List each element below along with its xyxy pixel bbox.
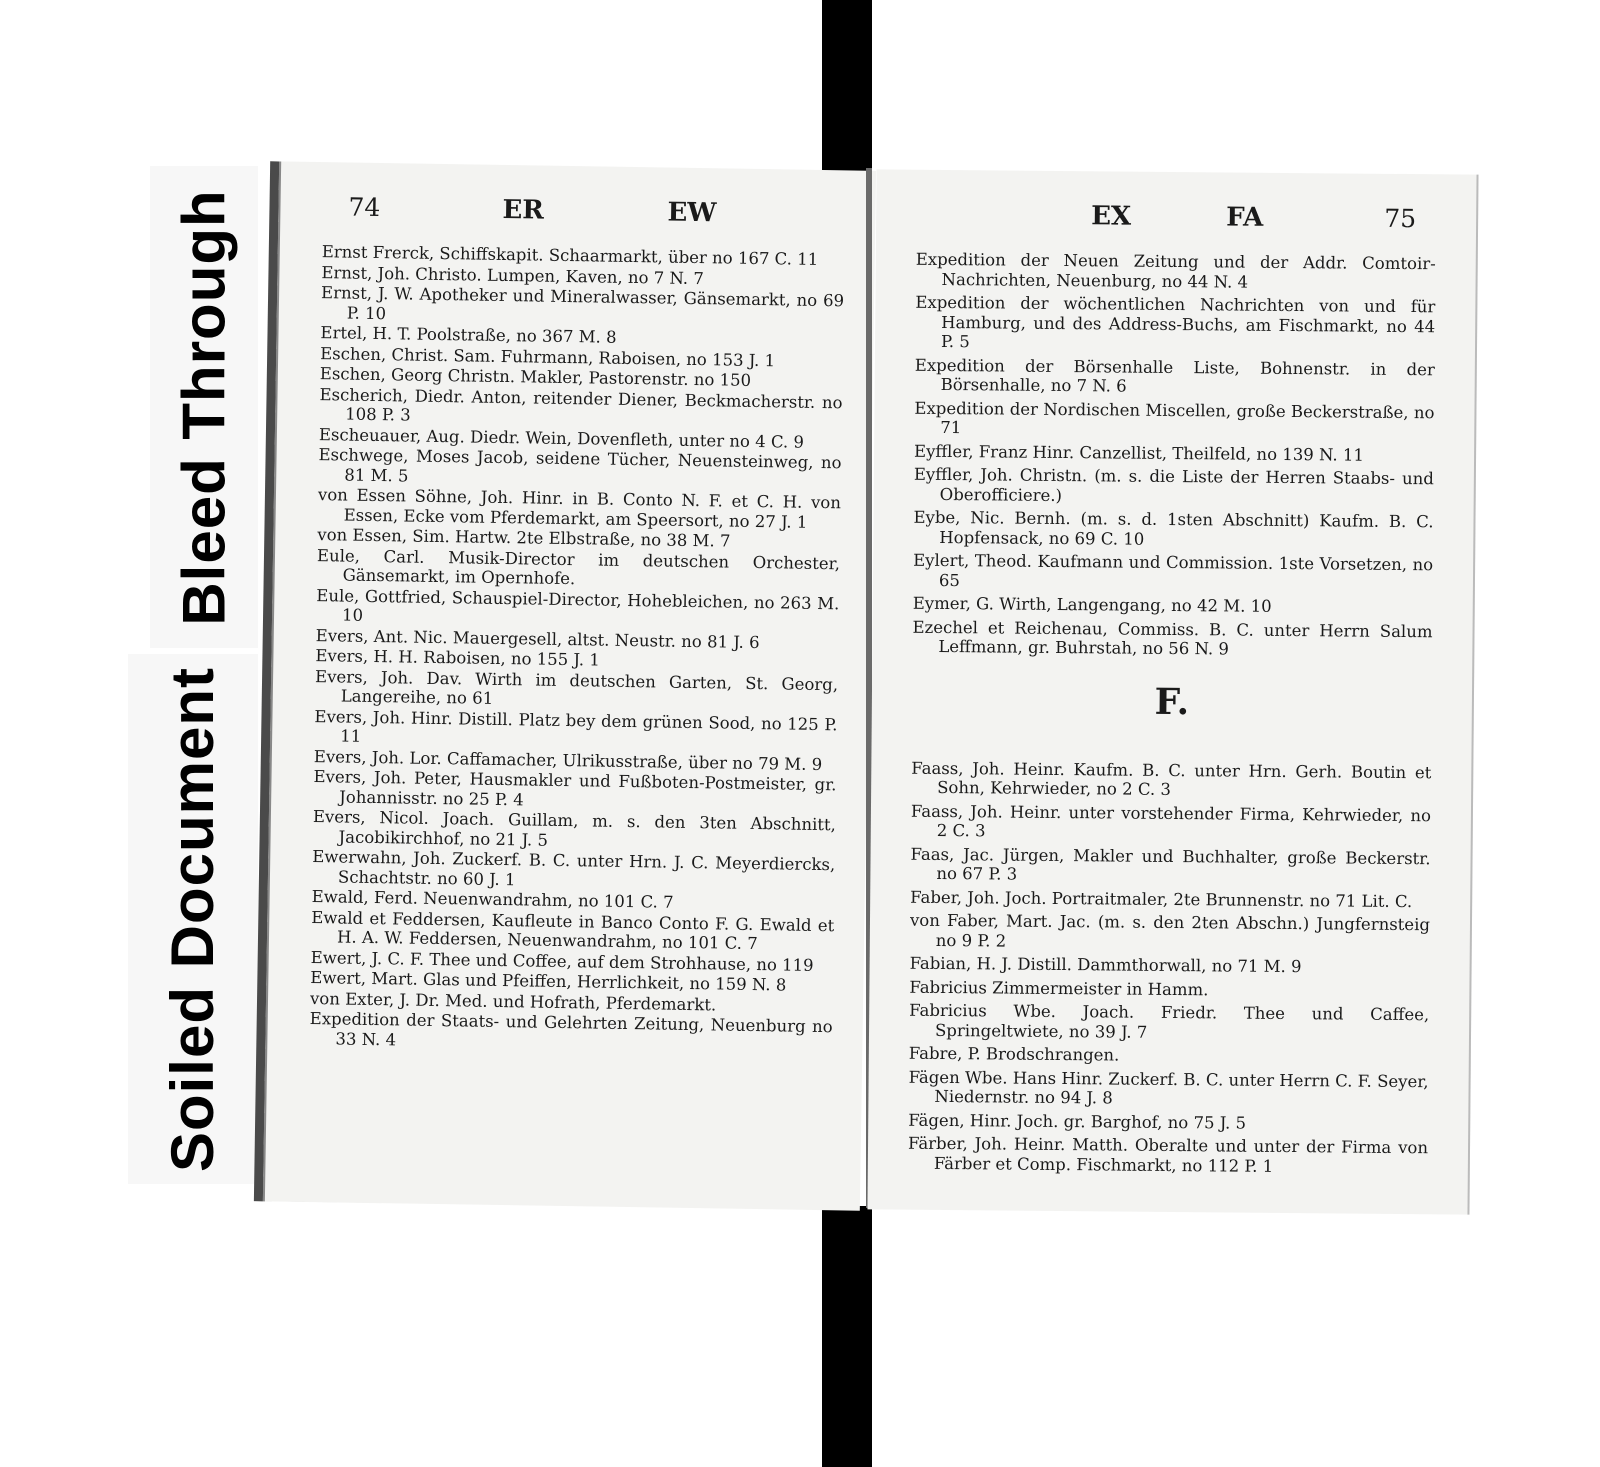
left-guide-word-first: ER [502, 194, 545, 226]
directory-entry: Escheuauer, Aug. Diedr. Wein, Dovenfleth, unter no 4 C. 9 [318, 424, 805, 452]
directory-entry: Expedition der Staats- und Gelehrten Zeitung, Neuenburg no 33 N. 4 [309, 1009, 833, 1049]
directory-entry: Faber, Joh. Joch. Portraitmaler, 2te Brunnenstr. no 71 Lit. C. [910, 887, 1413, 911]
right-guide-word-last: FA [1226, 202, 1264, 233]
directory-entry: Fabricius Wbe. Joach. Friedr. Thee und Caffee, Springeltwiete, no 39 J. 7 [909, 1000, 1430, 1042]
directory-entry: Eymer, G. Wirth, Langengang, no 42 M. 10 [912, 593, 1272, 616]
soiled-document-label [128, 654, 258, 1184]
directory-entry: Evers, Joh. Lor. Caffamacher, Ulrikusstraße, über no 79 M. 9 [313, 746, 823, 774]
directory-entry: Fabricius Zimmermeister in Hamm. [909, 977, 1209, 999]
left-page-header [322, 192, 846, 244]
directory-entry: von Essen Söhne, Joh. Hinr. in B. Conto N. F. et C. H. von Essen, Ecke vom Pferdemarkt, am Speersort, no 27 J. 1 [317, 485, 842, 532]
directory-entry: Ewald, Ferd. Neuenwandrahm, no 101 C. 7 [311, 887, 674, 912]
directory-entry: Ertel, H. T. Poolstraße, no 367 M. 8 [320, 323, 617, 347]
right-page [867, 169, 1478, 1214]
left-entries-list [309, 242, 845, 1056]
directory-entry: Escherich, Diedr. Anton, reitender Diener, Beckmacherstr. no 108 P. 3 [319, 384, 843, 425]
directory-entry: Ewerwahn, Joh. Zuckerf. B. C. unter Hrn. J. C. Meyerdiercks, Schachtstr. no 60 J. 1 [312, 847, 836, 889]
directory-entry: Eyffler, Franz Hinr. Canzellist, Theilfeld, no 139 N. 11 [914, 441, 1364, 465]
right-entries-list-f [908, 758, 1432, 1177]
binding-strip-top [822, 0, 872, 182]
directory-entry: Eybe, Nic. Bernh. (m. s. d. 1sten Abschnitt) Kaufm. B. C. Hopfensack, no 69 C. 10 [913, 507, 1434, 549]
directory-entry: Expedition der Börsenhalle Liste, Bohnenstr. in der Börsenhalle, no 7 N. 6 [914, 355, 1435, 396]
directory-entry: Evers, Joh. Hinr. Distill. Platz bey dem grünen Sood, no 125 P. 11 [314, 706, 838, 746]
directory-entry: Ernst Frerck, Schiffskapit. Schaarmarkt, über no 167 C. 11 [321, 242, 819, 269]
directory-entry: Ernst, Joh. Christo. Lumpen, Kaven, no 7 N. 7 [321, 262, 704, 288]
directory-entry: Fägen, Hinr. Joch. gr. Barghof, no 75 J. 5 [908, 1110, 1247, 1133]
directory-entry: Fägen Wbe. Hans Hinr. Zuckerf. B. C. unter Herrn C. F. Seyer, Niedernstr. no 94 J. 8 [908, 1067, 1429, 1108]
bleed-through-label [150, 166, 258, 648]
directory-entry: Eschwege, Moses Jacob, seidene Tücher, Neuensteinweg, no 81 M. 5 [318, 445, 842, 486]
left-page-number: 74 [348, 192, 381, 223]
left-guide-word-last: EW [667, 197, 717, 229]
directory-entry: Eschen, Christ. Sam. Fuhrmann, Raboisen, no 153 J. 1 [320, 343, 776, 370]
binding-strip-bottom [822, 1206, 872, 1467]
right-guide-word-first: EX [1091, 201, 1132, 232]
directory-entry: Ezechel et Reichenau, Commiss. B. C. unter Herrn Salum Leffmann, gr. Buhrstah, no 56 N. 9 [912, 617, 1433, 659]
directory-entry: von Essen, Sim. Hartw. 2te Elbstraße, no 38 M. 7 [317, 525, 731, 551]
soiled-document-label-text: Soiled Document [159, 666, 227, 1172]
directory-entry: Ewert, J. C. F. Thee und Coffee, auf dem Strohhause, no 119 [310, 947, 814, 975]
directory-entry: Eylert, Theod. Kaufmann und Commission. 1ste Vorsetzen, no 65 [913, 550, 1434, 590]
directory-entry: Eule, Carl. Musik-Director im deutschen Orchester, Gänsemarkt, im Opernhofe. [316, 545, 841, 589]
directory-entry: Faas, Jac. Jürgen, Makler und Buchhalter, große Beckerstr. no 67 P. 3 [910, 844, 1431, 884]
directory-entry: Faass, Joh. Heinr. Kaufm. B. C. unter Hrn. Gerh. Boutin et Sohn, Kehrwieder, no 2 C. 3 [911, 758, 1432, 799]
directory-entry: Expedition der Nordischen Miscellen, große Beckerstraße, no 71 [914, 398, 1435, 438]
directory-entry: Eschen, Georg Christn. Makler, Pastorenstr. no 150 [319, 364, 752, 390]
bleed-through-label-text: Bleed Through [170, 188, 238, 626]
directory-entry: Ewert, Mart. Glas und Pfeiffen, Herrlichkeit, no 159 N. 8 [310, 968, 787, 995]
directory-entry: Faass, Joh. Heinr. unter vorstehender Firma, Kehrwieder, no 2 C. 3 [910, 801, 1432, 841]
directory-entry: Evers, Joh. Peter, Hausmakler und Fußboten-Postmeister, gr. Johannisstr. no 25 P. 4 [313, 767, 837, 809]
directory-entry: Expedition der Neuen Zeitung und der Addr. Comtoir-Nachrichten, Neuenburg, no 44 N. 4 [915, 249, 1436, 292]
directory-entry: Evers, Ant. Nic. Mauergesell, altst. Neustr. no 81 J. 6 [315, 625, 760, 652]
directory-entry: Färber, Joh. Heinr. Matth. Oberalte und unter der Firma von Färber et Comp. Fischmarkt, no 112 P. 1 [907, 1133, 1429, 1176]
directory-entry: Expedition der wöchentlichen Nachrichten von und für Hamburg, und des Address-Buchs, am Fischmarkt, no 44 P. 5 [915, 292, 1436, 352]
right-page-number: 75 [1384, 203, 1417, 234]
directory-entry: Fabian, H. J. Distill. Dammthorwall, no 71 M. 9 [909, 953, 1302, 977]
right-entries-list-e [912, 250, 1436, 661]
directory-entry: Ernst, J. W. Apotheker und Mineralwasser, Gänsemarkt, no 69 P. 10 [320, 283, 845, 323]
section-letter-heading: F. [1154, 680, 1190, 723]
directory-entry: Ewald et Feddersen, Kaufleute in Banco Conto F. G. Ewald et H. A. W. Feddersen, Neuenwandrahm, no 101 C. 7 [311, 907, 835, 954]
directory-entry: Fabre, P. Brodschrangen. [908, 1043, 1120, 1065]
directory-entry: von Faber, Mart. Jac. (m. s. den 2ten Abschn.) Jungfernsteig no 9 P. 2 [909, 910, 1431, 951]
right-page-header [916, 200, 1436, 249]
directory-entry: Eyffler, Joh. Christn. (m. s. die Liste der Herren Staabs- und Oberofficiere.) [913, 464, 1434, 505]
left-page [254, 161, 876, 1210]
directory-entry: Eule, Gottfried, Schauspiel-Director, Hohebleichen, no 263 M. 10 [316, 585, 840, 625]
directory-entry: Evers, H. H. Raboisen, no 155 J. 1 [315, 646, 600, 670]
directory-entry: Evers, Nicol. Joach. Guillam, m. s. den 3ten Abschnitt, Jacobikirchhof, no 21 J. 5 [312, 807, 837, 850]
directory-entry: von Exter, J. Dr. Med. und Hofrath, Pferdemarkt. [309, 988, 717, 1014]
directory-entry: Evers, Joh. Dav. Wirth im deutschen Garten, St. Georg, Langereihe, no 61 [314, 666, 839, 708]
